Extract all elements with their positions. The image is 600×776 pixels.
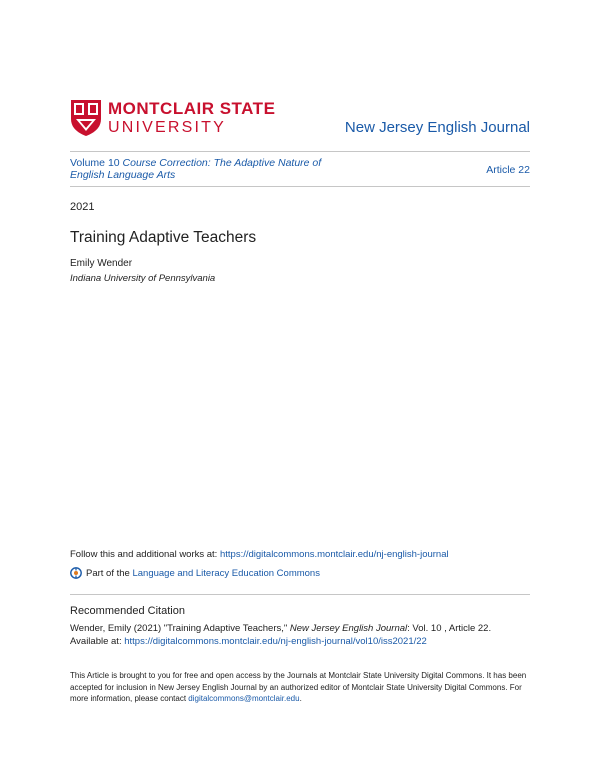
citation-url-link[interactable]: https://digitalcommons.montclair.edu/nj-english-journal/vol10/iss2021/22 (124, 636, 427, 647)
citation-journal: New Jersey English Journal (289, 623, 408, 634)
divider-bottom (70, 186, 530, 187)
article-number-link[interactable]: Article 22 (486, 164, 530, 176)
network-icon (70, 567, 82, 579)
volume-label: Volume 10 (70, 157, 120, 169)
author-name: Emily Wender (70, 258, 133, 269)
follow-text: Follow this and additional works at: (70, 549, 220, 560)
volume-link[interactable] (70, 157, 330, 181)
commons-link[interactable]: Language and Literacy Education Commons (132, 567, 320, 579)
access-notice (70, 670, 540, 705)
notice-end: . (299, 694, 302, 703)
divider-top (70, 151, 530, 152)
publication-year: 2021 (70, 201, 95, 213)
citation-text (70, 622, 530, 648)
journal-title-link[interactable]: New Jersey English Journal (344, 119, 530, 136)
citation-part-1: Wender, Emily (2021) "Training Adaptive Teachers," (70, 623, 290, 634)
divider-citation (70, 594, 530, 595)
part-of-prefix: Part of the (86, 567, 130, 579)
issue-title: Course Correction: The Adaptive Nature of English Language Arts (70, 157, 322, 181)
follow-line (70, 549, 449, 560)
author-affiliation: Indiana University of Pennsylvania (70, 273, 216, 284)
citation-available: Available at: (70, 636, 125, 647)
citation-heading: Recommended Citation (70, 605, 185, 617)
shield-icon (70, 99, 102, 137)
logo-line-1: MONTCLAIR STATE (108, 99, 276, 118)
part-of-line (70, 567, 320, 579)
follow-url-link[interactable]: https://digitalcommons.montclair.edu/nj-english-journal (219, 549, 449, 560)
contact-email-link[interactable]: digitalcommons@montclair.edu (188, 694, 300, 703)
notice-text: This Article is brought to you for free and open access by the Journals at Montclair State University Digital Commons. It has been accepted for inclusion in New Jersey English Journal by an authorized editor of Montclair State University Digital Commons. For more information, please contact (70, 671, 527, 703)
logo-line-2: UNIVERSITY (108, 119, 227, 136)
university-logo[interactable] (70, 99, 290, 141)
article-title: Training Adaptive Teachers (70, 229, 257, 246)
citation-part-2: : Vol. 10 , Article 22. (407, 623, 492, 634)
